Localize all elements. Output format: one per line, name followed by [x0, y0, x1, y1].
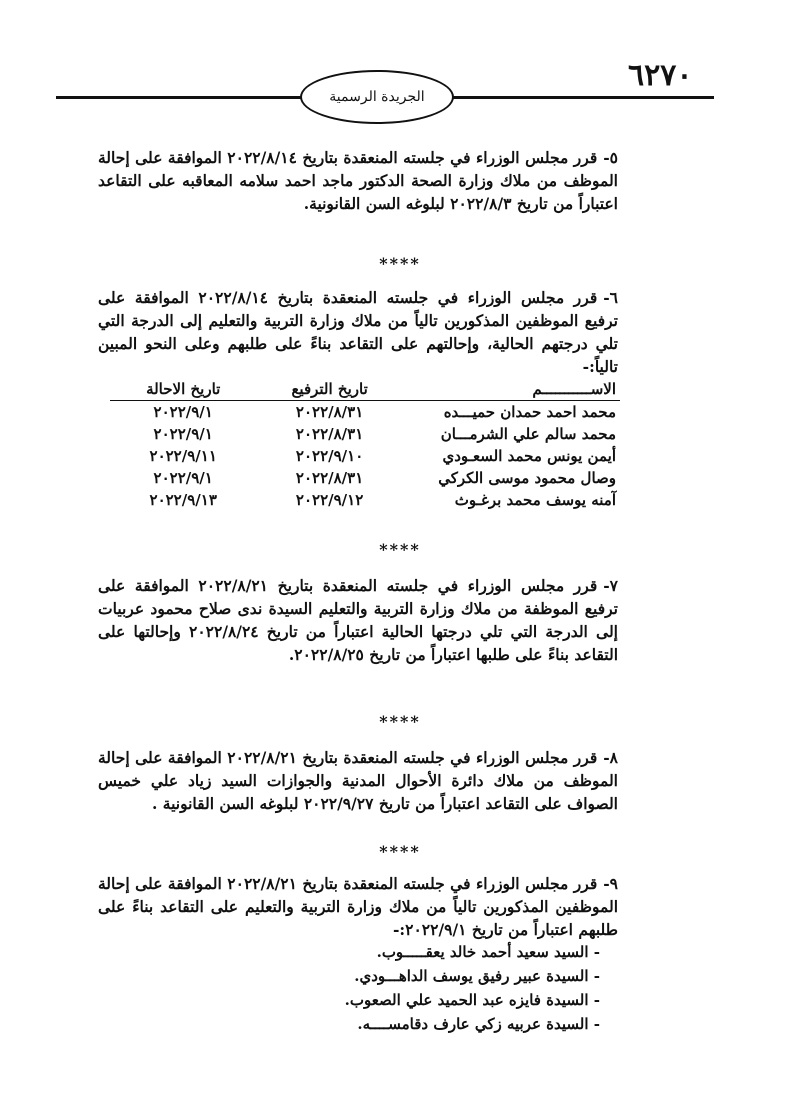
cell-promotion-date: ٢٠٢٢/٨/٣١ — [295, 425, 364, 443]
separator: **** — [379, 540, 421, 559]
page-number: ٦٢٧٠ — [628, 58, 693, 93]
staff-table — [110, 378, 620, 511]
table-row — [110, 445, 620, 467]
cell-retirement-date: ٢٠٢٢/٩/١٣ — [149, 491, 217, 509]
cell-name: آمنه يوسف محمد برغـوث — [454, 491, 616, 509]
cell-name: محمد سالم علي الشرمـــان — [440, 425, 616, 443]
list-item: - السيدة عربيه زكي عارف دقامســــه. — [357, 1015, 600, 1033]
decision-text: قرر مجلس الوزراء في جلسته المنعقدة بتاريخ ٢٠٢٢/٨/٢١ الموافقة على ترفيع الموظفة من ملاك وزارة التربية والتعليم السيدة ندى صلاح محمود عربيات إلى الدرجة التي تلي درجتها الحالية اعتباراً من تاريخ ٢٠٢٢/٨/٢٤ وإحالتها على التقاعد بناءً على طلبها اعتباراً من تاريخ ٢٠٢٢/٨/٢٥. — [98, 576, 618, 664]
decision-number: ٥- — [603, 148, 618, 167]
separator: **** — [379, 712, 421, 731]
table-row — [110, 489, 620, 511]
decision-7 — [98, 574, 618, 666]
list-item: - السيدة فايزه عبد الحميد علي الصعوب. — [344, 991, 600, 1009]
table-header-row — [110, 378, 620, 401]
decision-5 — [98, 146, 618, 215]
decision-text: قرر مجلس الوزراء في جلسته المنعقدة بتاريخ ٢٠٢٢/٨/١٤ الموافقة على إحالة الموظف من ملاك وزارة الصحة الدكتور ماجد احمد سلامه المعاقبه على التقاعد اعتباراً من تاريخ ٢٠٢٢/٨/٣ لبلوغه السن القانونية. — [98, 148, 618, 213]
list-item: - السيد سعيد أحمد خالد يعقـــــوب. — [376, 943, 600, 961]
decision-6 — [98, 286, 618, 378]
table-row — [110, 401, 620, 424]
decision-number: ٩- — [603, 874, 618, 893]
decision-number: ٦- — [603, 288, 618, 307]
cell-promotion-date: ٢٠٢٢/٩/١٢ — [295, 491, 364, 509]
decision-8 — [98, 746, 618, 815]
cell-retirement-date: ٢٠٢٢/٩/١ — [153, 425, 213, 443]
decision-text: قرر مجلس الوزراء في جلسته المنعقدة بتاريخ ٢٠٢٢/٨/٢١ الموافقة على إحالة الموظف من ملاك دائرة الأحوال المدنية والجوازات السيد زياد علي خميس الصواف على التقاعد اعتباراً من تاريخ ٢٠٢٢/٩/٢٧ لبلوغه السن القانونية . — [98, 748, 618, 813]
cell-promotion-date: ٢٠٢٢/٨/٣١ — [295, 469, 364, 487]
separator: **** — [379, 254, 421, 273]
cell-name: محمد احمد حمدان حميـــده — [443, 403, 616, 421]
table-row — [110, 423, 620, 445]
cell-retirement-date: ٢٠٢٢/٩/١ — [153, 469, 213, 487]
gazette-title: الجريدة الرسمية — [329, 89, 425, 105]
retirees-list — [340, 940, 600, 1036]
header-name: الاســـــــــــم — [403, 378, 620, 401]
header-retirement-date: تاريخ الاحالة — [110, 378, 256, 401]
separator: **** — [379, 842, 421, 861]
gazette-title-oval — [300, 70, 454, 124]
list-item: - السيدة عبير رفيق يوسف الداهـــودي. — [354, 967, 600, 985]
cell-name: أيمن يونس محمد السعـودي — [442, 447, 616, 465]
cell-promotion-date: ٢٠٢٢/٨/٣١ — [295, 403, 364, 421]
header-promotion-date: تاريخ الترفيع — [256, 378, 402, 401]
decision-text: قرر مجلس الوزراء في جلسته المنعقدة بتاريخ ٢٠٢٢/٨/٢١ الموافقة على إحالة الموظفين المذكورين تالياً من ملاك وزارة التربية والتعليم على التقاعد بناءً على طلبهم اعتباراً من تاريخ ٢٠٢٢/٩/١:- — [98, 874, 618, 939]
decision-9 — [98, 872, 618, 941]
decision-number: ٧- — [603, 576, 618, 595]
cell-promotion-date: ٢٠٢٢/٩/١٠ — [295, 447, 364, 465]
decision-text: قرر مجلس الوزراء في جلسته المنعقدة بتاريخ ٢٠٢٢/٨/١٤ الموافقة على ترفيع الموظفين المذكورين تالياً من ملاك وزارة التربية والتعليم إلى الدرجة التي تلي درجتهم الحالية، وإحالتهم على التقاعد بناءً على طلبهم وعلى النحو المبين تالياً:- — [98, 288, 618, 376]
cell-name: وصال محمود موسى الكركي — [438, 469, 616, 487]
cell-retirement-date: ٢٠٢٢/٩/١١ — [149, 447, 217, 465]
table-row — [110, 467, 620, 489]
cell-retirement-date: ٢٠٢٢/٩/١ — [153, 403, 213, 421]
decision-number: ٨- — [603, 748, 618, 767]
